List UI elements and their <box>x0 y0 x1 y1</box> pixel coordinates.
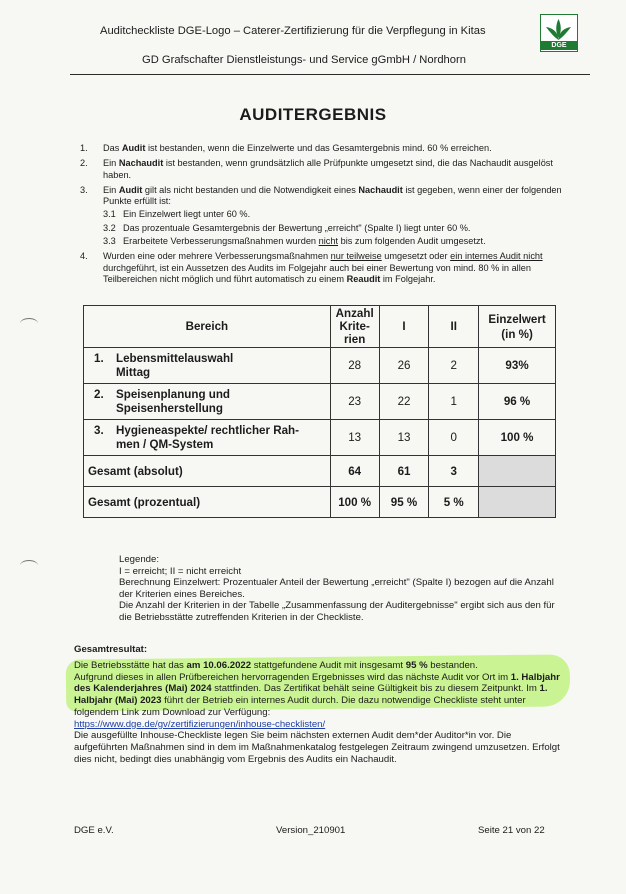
result-text: Die Betriebsstätte hat das am 10.06.2022 stattgefundene Audit mit insgesamt 95 % bestanden. Aufgrund dieses in allen Prüfbereichen hervorragenden Ergebnisses wird das nächste Audit vor Ort im 1. Halbjahr des Kalenderjahres (Mai) 2024 stattfinden. Das Zertifikat behält seine Gültigkeit bis zu diesem Zeitpunkt. Im 1. Halbjahr (Mai) 2023 führt der Betrieb ein internes Audit durch. Die dazu notwendige Checkliste steht unter folgendem Link zum Download zur Verfügung: https://www.dge.de/gv/zertifizierungen/inhouse-checklisten/ Die ausgefüllte Inhouse-Checkliste legen Sie beim nächsten externen Audit dem*der Auditor*in vor. Die aufgeführten Maßnahmen sind in dem im Maßnahmenkatalog festgelegen Zeitraum zwingend umzusetzen. Erfolgt dies nicht, bedingt dies unabhängig vom Ergebnis des Audits ein Nachaudit. <box>74 660 560 765</box>
rule-3-1: 3.1 Ein Einzelwert liegt unter 60 %. <box>103 209 251 220</box>
col-header-anzahl: Anzahl Krite- rien <box>330 306 379 348</box>
footer-page-number: Seite 21 von 22 <box>478 825 545 836</box>
results-table <box>83 305 556 518</box>
col-header-ii: II <box>429 306 479 348</box>
rule-4: 4. Wurden eine oder mehrere Verbesserungsmaßnahmen nur teilweise umgesetzt oder ein internes Audit nicht durchgeführt, ist ein Aussetzen des Audits im Folgejahr auch bei einer Bewertung von mind. 80 % in allen Teilbereichen nicht möglich und führt automatisch zu einem Reaudit im Folgejahr. <box>80 251 543 284</box>
logo-text: DGE <box>541 41 577 50</box>
col-header-einzelwert: Einzelwert (in %) <box>479 306 556 348</box>
legend: Legende: I = erreicht; II = nicht erreicht Berechnung Einzelwert: Prozentualer Anteil der Bewertung „erreicht" (Spalte I) bezogen auf die Anzahl der Kriterien eines Bereiches. Die Anzahl der Kriterien in der Tabelle „Zusammenfassung der Auditergebnisse" ergibt sich aus den für die Betriebsstätte zutreffenden Kriterien in der Checkliste. <box>119 554 555 623</box>
footer-org: DGE e.V. <box>74 825 114 836</box>
header-company: GD Grafschafter Dienstleistungs- und Service gGmbH / Nordhorn <box>142 54 466 66</box>
rules-list <box>80 143 565 289</box>
table-row: 2. Speisenplanung und Speisenherstellung 23 22 1 96 % <box>84 384 556 420</box>
table-row-total-absolute: Gesamt (absolut) 64 61 3 <box>84 456 556 487</box>
table-row: 1. Lebensmittelauswahl Mittag 28 26 2 93% <box>84 348 556 384</box>
col-header-bereich: Bereich <box>84 306 331 348</box>
header-title: Auditcheckliste DGE-Logo – Caterer-Zertifizierung für die Verpflegung in Kitas <box>100 25 486 37</box>
table-row-total-percent: Gesamt (prozentual) 100 % 95 % 5 % <box>84 487 556 518</box>
result-heading: Gesamtresultat: <box>74 644 148 655</box>
rule-3: 3. Ein Audit gilt als nicht bestanden und die Notwendigkeit eines Nachaudit ist gegeben, wenn einer der folgenden Punkte erfüllt ist: 3.1 Ein Einzelwert liegt unter 60 %. 3.2 Das prozentuale Gesamtergebnis der Bewertung „erreicht" (Spalte I) liegt unter 60 %. 3.3 Erarbeitete Verbesserungsmaßnahmen wurden nicht bis zum folgenden Audit umgesetzt. <box>80 185 565 247</box>
table-row: 3. Hygieneaspekte/ rechtlicher Rah- men / QM-System 13 13 0 100 % <box>84 420 556 456</box>
margin-mark <box>20 318 38 329</box>
margin-mark <box>20 560 38 571</box>
rule-3-2: 3.2 Das prozentuale Gesamtergebnis der Bewertung „erreicht" (Spalte I) liegt unter 60 %. <box>103 222 471 233</box>
rule-1: 1. Das Audit ist bestanden, wenn die Einzelwerte und das Gesamtergebnis mind. 60 % erreichen. <box>80 143 492 153</box>
footer-version: Version_210901 <box>276 825 346 836</box>
col-header-i: I <box>379 306 429 348</box>
checklist-link[interactable]: https://www.dge.de/gv/zertifizierungen/inhouse-checklisten/ <box>74 718 326 730</box>
table-header-row <box>84 306 556 348</box>
rule-2: 2. Ein Nachaudit ist bestanden, wenn grundsätzlich alle Prüfpunkte umgesetzt sind, die das Nachaudit ausgelöst haben. <box>80 158 553 180</box>
dge-logo <box>540 14 578 52</box>
rule-3-3: 3.3 Erarbeitete Verbesserungsmaßnahmen wurden nicht bis zum folgenden Audit umgesetzt. <box>103 236 486 247</box>
header-rule <box>70 74 590 75</box>
page-title: AUDITERGEBNIS <box>239 105 387 124</box>
leaf-icon <box>541 16 576 42</box>
